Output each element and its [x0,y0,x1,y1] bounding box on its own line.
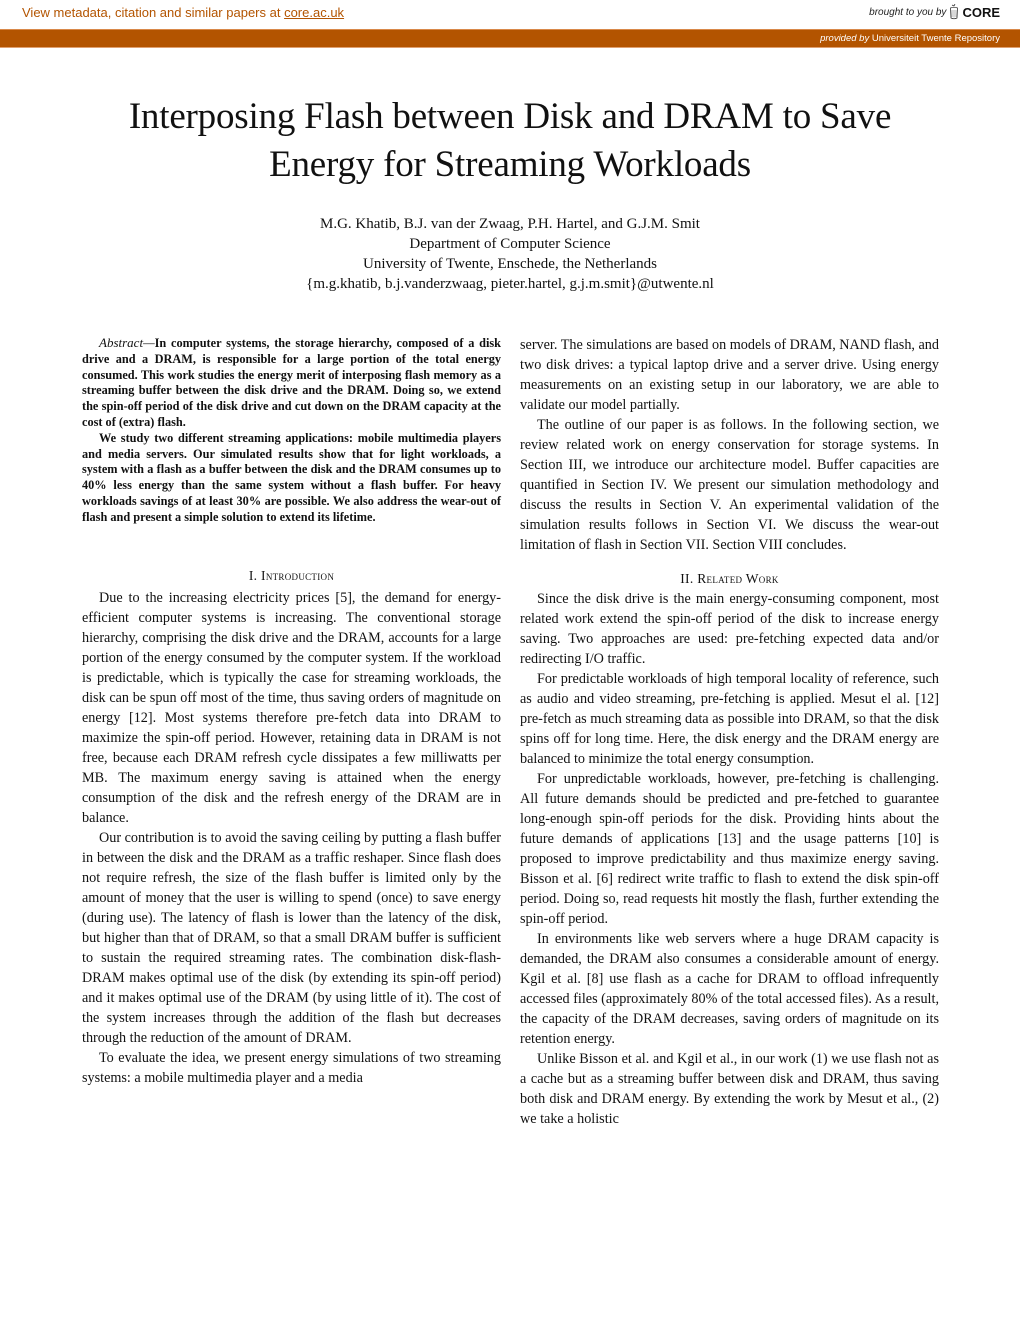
view-metadata-notice [22,5,344,20]
intro-paragraph-4: The outline of our paper is as follows. In the following section, we review related work on energy conservation for storage systems. In Section III, we introduce our architecture model. Buffer capacities are quantified in Section IV. We present our simulation methodology and discuss the results in Section V. An experimental validation of the simulation results follows in Section VI. We discuss the wear-out limitation of flash in Section VII. Section VIII concludes. [520,417,939,553]
provided-by-label: provided by [820,33,870,44]
core-provided-by-bar [0,29,1020,48]
related-paragraph-5: Unlike Bisson et al. and Kgil et al., in our work (1) we use flash not as a cache but as a streaming buffer between disk and DRAM, thus saving both disk and DRAM energy. By extending the work by Mesut et al., (2) we take a holistic [520,1051,939,1127]
abstract-text-1: In computer systems, the storage hierarchy, composed of a disk drive and a DRAM, is responsible for a large portion of the total energy consumed. This work studies the energy merit of interposing flash memory as a streaming buffer between the disk drive and the DRAM. Doing so, we extend the spin-off period of the disk drive and cut down on the DRAM capacity at the cost of (extra) flash. [82,336,501,429]
provided-by-source: Universiteit Twente Repository [871,33,1000,44]
abstract-paragraph-1 [82,335,501,431]
author-block [40,214,980,294]
intro-paragraph-1: Due to the increasing electricity prices [5], the demand for energy-efficient computer systems is increasing. The conventional storage hierarchy, comprising the disk drive and the DRAM, accounts for a large portion of the energy consumed by the computer system. If the workload is predictable, which is typically the case for streaming workloads, the disk can be spun off most of the time, thus saving orders of magnitude on energy [12]. Most systems therefore pre-fetch data into DRAM to maximize the spin-off period. However, retaining data in DRAM is not free, because each DRAM refresh cycle dissipates a few milliwatts per MB. The maximum energy saving is attained when the energy consumption of the disk and the refresh energy of the DRAM are in balance. [82,589,501,826]
core-ac-uk-link[interactable]: core.ac.uk [284,5,345,20]
affiliation: University of Twente, Enschede, the Netherlands [362,256,657,272]
abstract-paragraph-2: We study two different streaming applications: mobile multimedia players and media servers. Our simulated results show that for light workloads, a system with a flash as a buffer between the disk and the DRAM consumes up to 40% less energy than the same system without a flash buffer. For heavy workloads savings of at least 30% are possible. We also address the wear-out of flash and present a simple solution to extend its lifetime. [82,430,501,524]
core-apple-logo-icon [949,4,959,20]
emails: {m.g.khatib, b.j.vanderzwaag, pieter.hartel, g.j.m.smit}@utwente.nl [306,276,714,292]
related-paragraph-4: In environments like web servers where a huge DRAM capacity is demanded, the DRAM also consumes a considerable amount of energy. Kgil et al. [8] use flash as a cache for DRAM to offload infrequently accessed files (approximately 80% of the total accessed files). As a result, the capacity of the DRAM decreases, saving orders of magnitude on its retention energy. [520,931,939,1047]
section-title: Introduction [261,567,335,583]
section-heading-related-work [520,569,939,589]
authors: M.G. Khatib, B.J. van der Zwaag, P.H. Hartel, and G.J.M. Smit [320,216,700,232]
core-header [0,0,1020,29]
view-metadata-text: View metadata, citation and similar papers at [22,5,285,20]
left-column [82,335,501,1088]
paper-title-line-1: Interposing Flash between Disk and DRAM to Save [128,96,892,137]
paper-title-line-2: Energy for Streaming Workloads [269,144,751,185]
section-heading-introduction [82,566,501,586]
brought-to-you-by[interactable] [869,4,1000,20]
section-number: I. [248,567,258,583]
section-number: II. [680,571,694,586]
brought-to-you-by-text: brought to you by [869,6,947,18]
right-column [520,335,939,1129]
related-paragraph-3: For unpredictable workloads, however, pre-fetching is challenging. All future demands should be predicted and pre-fetched to guarantee long-enough spin-off periods for the disk. Providing hints about the future demands of applications [13] and the usage patterns [10] is proposed to improve predictability and thus maximize energy saving. Bisson et al. [6] redirect write traffic to flash to extend the disk spin-off period. Doing so, read requests hit mostly the flash, further extending the spin-off period. [520,771,939,927]
provided-by-notice[interactable] [820,33,1000,44]
abstract-dash: — [143,335,155,350]
related-paragraph-2: For predictable workloads of high temporal locality of reference, such as audio and video streaming, pre-fetching is applied. Mesut el al. [12] pre-fetch as much streaming data as possible into DRAM, so that the disk spins off for long time. Here, the disk energy and the DRAM energy are balanced to minimize the total energy consumption. [520,671,939,767]
abstract [82,335,501,526]
department: Department of Computer Science [409,236,611,252]
paper-title [40,93,980,189]
intro-paragraph-2: Our contribution is to avoid the saving ceiling by putting a flash buffer in between the disk and the DRAM as a traffic reshaper. Since flash does not require refresh, the size of the flash buffer is limited only by the amount of money that the user is willing to spend (once) to save energy (during use). The latency of flash is lower than the latency of the disk, but higher than that of DRAM, so that a small DRAM buffer is sufficient to sustain the required streaming rates. The combination disk-flash-DRAM makes optimal use of the disk (by extending its spin-off period) and it makes optimal use of the DRAM (by using little of it). The cost of the system increases through the addition of the flash but decreases through the reduction of the amount of DRAM. [82,829,501,1046]
intro-paragraph-3-continued: server. The simulations are based on models of DRAM, NAND flash, and two disk drives: a typical laptop drive and a server drive. Using energy measurements on an existing setup in our laboratory, we are able to validate our model partially. [520,337,939,413]
section-title: Related Work [697,571,779,586]
abstract-label: Abstract [99,335,144,350]
related-paragraph-1: Since the disk drive is the main energy-consuming component, most related work extend the spin-off period of the disk to increase energy saving. Two approaches are used: pre-fetching expected data and/or redirecting I/O traffic. [520,591,939,667]
intro-paragraph-3: To evaluate the idea, we present energy simulations of two streaming systems: a mobile multimedia player and a media [82,1049,501,1086]
core-logo: CORE [962,4,1000,20]
